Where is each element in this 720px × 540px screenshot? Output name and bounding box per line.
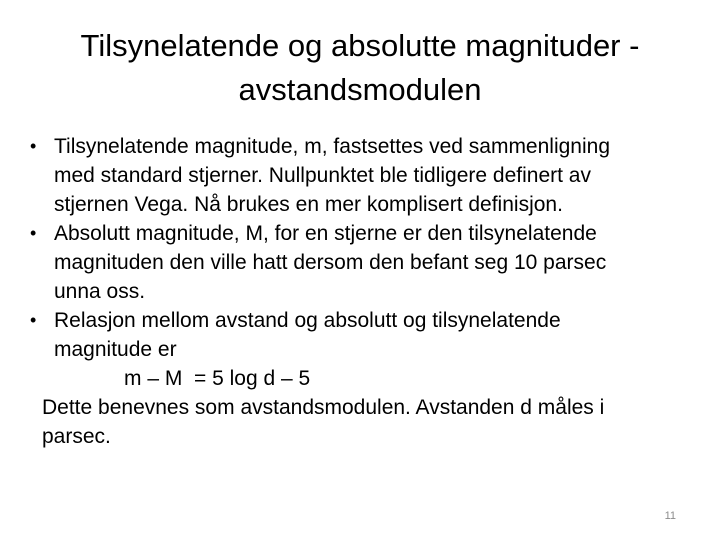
bullet-text-line: Tilsynelatende magnitude, m, fastsettes ved sammenligning — [54, 135, 611, 158]
bullet-item — [26, 306, 696, 364]
bullet-item — [26, 132, 696, 219]
bullet-text-line: unna oss. — [54, 280, 146, 303]
page-number: 11 — [664, 510, 676, 522]
bullet-text-line: magnitude er — [54, 338, 177, 361]
bullet-text-line: Absolutt magnitude, M, for en stjerne er den tilsynelatende — [54, 222, 597, 245]
note-line: parsec. — [42, 425, 111, 448]
slide-title — [40, 24, 680, 112]
bullet-text-line: stjernen Vega. Nå brukes en mer komplisert definisjon. — [54, 193, 563, 216]
title-line-1: Tilsynelatende og absolutte magnituder - — [80, 28, 640, 63]
bullet-dot-icon: • — [30, 310, 37, 330]
bullet-text-line: med standard stjerner. Nullpunktet ble tidligere definert av — [54, 164, 591, 187]
bullet-text-line: Relasjon mellom avstand og absolutt og tilsynelatende — [54, 309, 561, 332]
bullet-dot-icon: • — [30, 223, 37, 243]
bullet-item — [26, 219, 696, 306]
bullet-text-line: magnituden den ville hatt dersom den befant seg 10 parsec — [54, 251, 607, 274]
bullet-dot-icon: • — [30, 136, 37, 156]
title-line-2: avstandsmodulen — [238, 72, 482, 107]
note-line: Dette benevnes som avstandsmodulen. Avstanden d måles i — [42, 396, 605, 419]
distance-modulus-formula: m – M = 5 log d – 5 — [124, 367, 311, 390]
slide-body — [26, 132, 696, 451]
